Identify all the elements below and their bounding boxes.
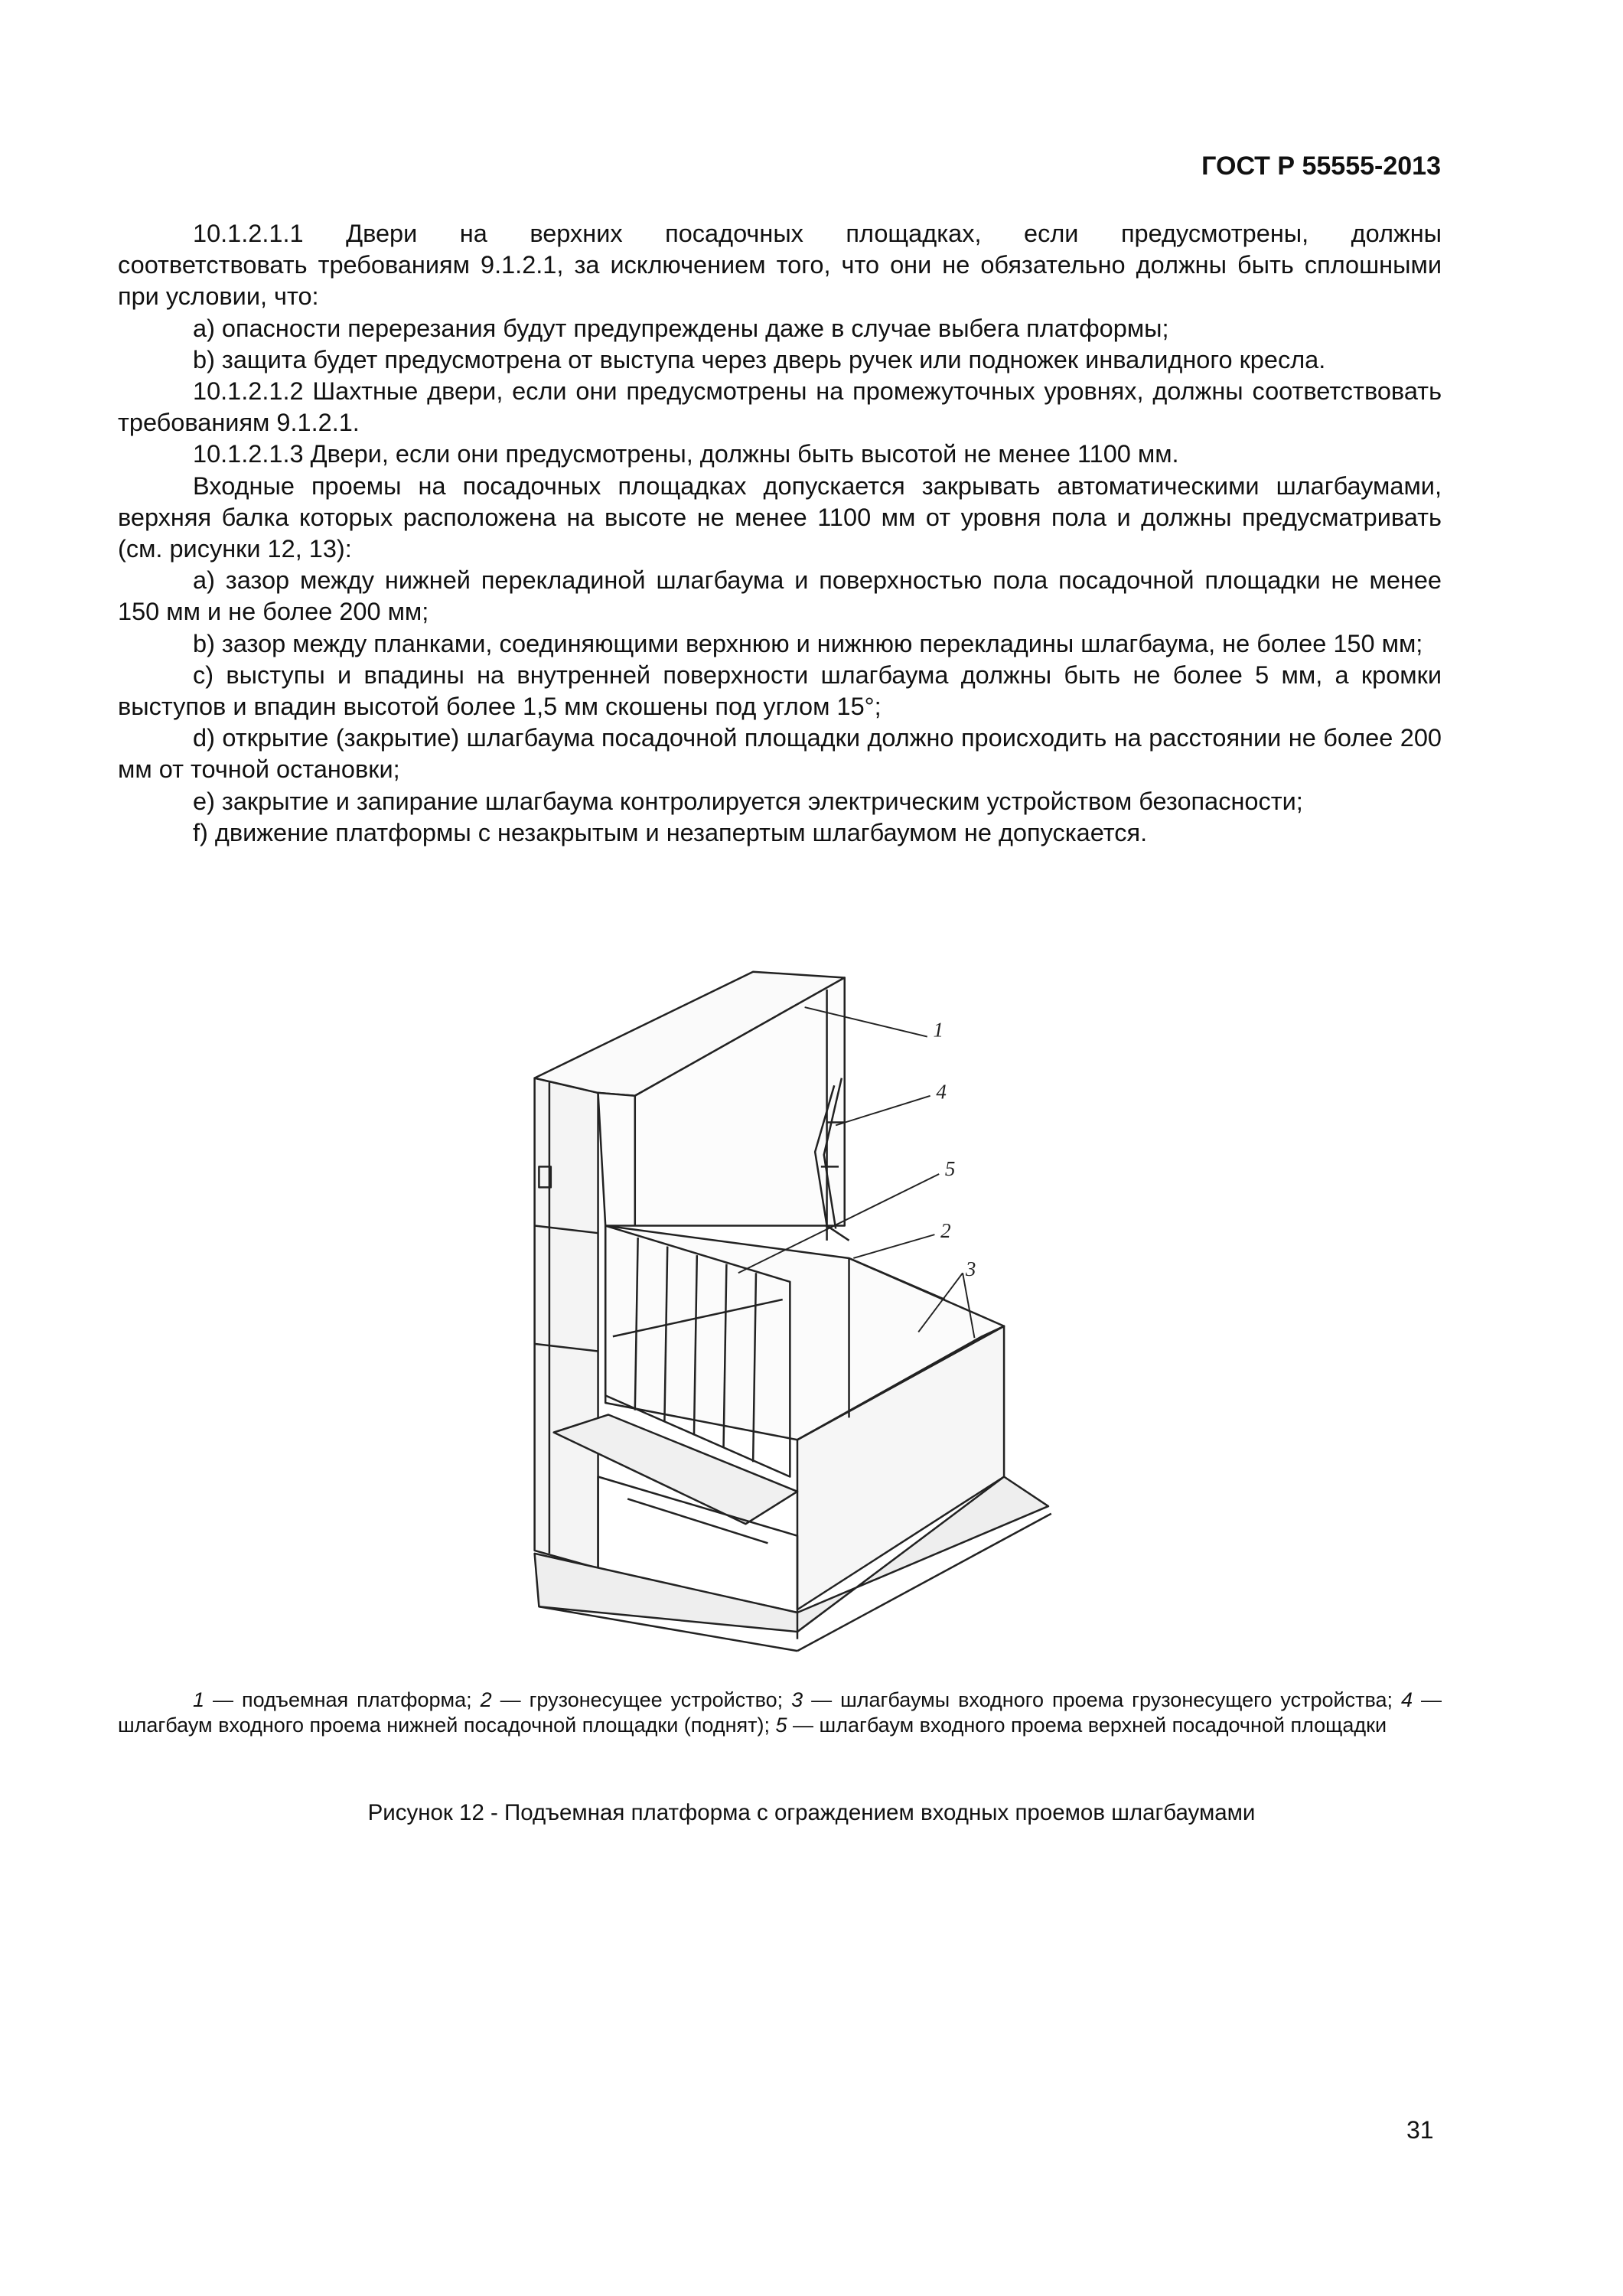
paragraph: f) движение платформы с незакрытым и незапертым шлагбаумом не допускается. [193, 818, 1148, 846]
legend-text: — шлагбаумы входного проема грузонесущего устройства; [803, 1688, 1401, 1711]
legend-text: — шлагбаум входного проема верхней посадочной площадки [787, 1714, 1387, 1737]
legend-number: 1 [193, 1688, 205, 1711]
figure-title: Рисунок 12 - Подъемная платформа с ограждением входных проемов шлагбаумами [367, 1800, 1256, 1825]
callout-label: 1 [933, 1018, 943, 1042]
document-header: ГОСТ Р 55555-2013 [1201, 152, 1441, 181]
figure-legend [118, 1688, 1442, 1738]
callout-label: 5 [944, 1156, 956, 1180]
paragraph: e) закрытие и запирание шлагбаума контролируется электрическим устройством безопасности; [193, 787, 1303, 815]
legend-number: 4 [1401, 1688, 1413, 1711]
legend-number: 5 [775, 1714, 787, 1737]
callout-label: 2 [940, 1218, 951, 1242]
paragraph: 10.1.2.1.3 Двери, если они предусмотрены, должны быть высотой не менее 1100 мм. [193, 440, 1179, 468]
paragraph: a) опасности перерезания будут предупреждены даже в случае выбега платформы; [193, 314, 1169, 342]
body-text [118, 218, 1442, 849]
legend-number: 3 [791, 1688, 803, 1711]
paragraph: Входные проемы на посадочных площадках допускается закрывать автоматическими шлагбаумами, верхняя балка которых расположена на высоте не менее 1100 мм от уровня пола и должны предусматривать (см. рисунки 12, 13): [118, 471, 1442, 563]
paragraph: b) зазор между планками, соединяющими верхнюю и нижнюю перекладины шлагбаума, не более 150 мм; [193, 629, 1423, 657]
paragraph: b) защита будет предусмотрена от выступа через дверь ручек или подножек инвалидного кресла. [193, 345, 1326, 373]
paragraph: соответствовать требованиям 9.1.2.1, за исключением того, что они не обязательно должны быть сплошными при условии, что: [118, 251, 1442, 311]
paragraph: c) выступы и впадины на внутренней поверхности шлагбаума должны быть не более 5 мм, а кромки выступов и впадин высотой более 1,5 мм скошены под углом 15°; [118, 660, 1442, 721]
callout-label: 3 [965, 1257, 976, 1281]
legend-text: — шлагбаум входного проема нижней посадочной площадки (поднят); [118, 1688, 1442, 1737]
legend-number: 2 [480, 1688, 492, 1711]
callout-label: 4 [936, 1080, 947, 1104]
paragraph: d) открытие (закрытие) шлагбаума посадочной площадки должно происходить на расстоянии не более 200 мм от точной остановки; [118, 724, 1442, 784]
paragraph: 10.1.2.1.1 Двери на верхних посадочных площадках, если предусмотрены, должны [193, 220, 1442, 247]
paragraph: 10.1.2.1.2 Шахтные двери, если они предусмотрены на промежуточных уровнях, должны соответствовать требованиям 9.1.2.1. [118, 377, 1442, 437]
legend-text: — грузонесущее устройство; [491, 1688, 792, 1711]
paragraph: a) зазор между нижней перекладиной шлагбаума и поверхностью пола посадочной площадки не менее 150 мм и не более 200 мм; [118, 566, 1442, 626]
legend-text: — подъемная платформа; [204, 1688, 481, 1711]
lift-platform-drawing [524, 945, 1071, 1654]
page-number: 31 [1406, 2116, 1434, 2144]
